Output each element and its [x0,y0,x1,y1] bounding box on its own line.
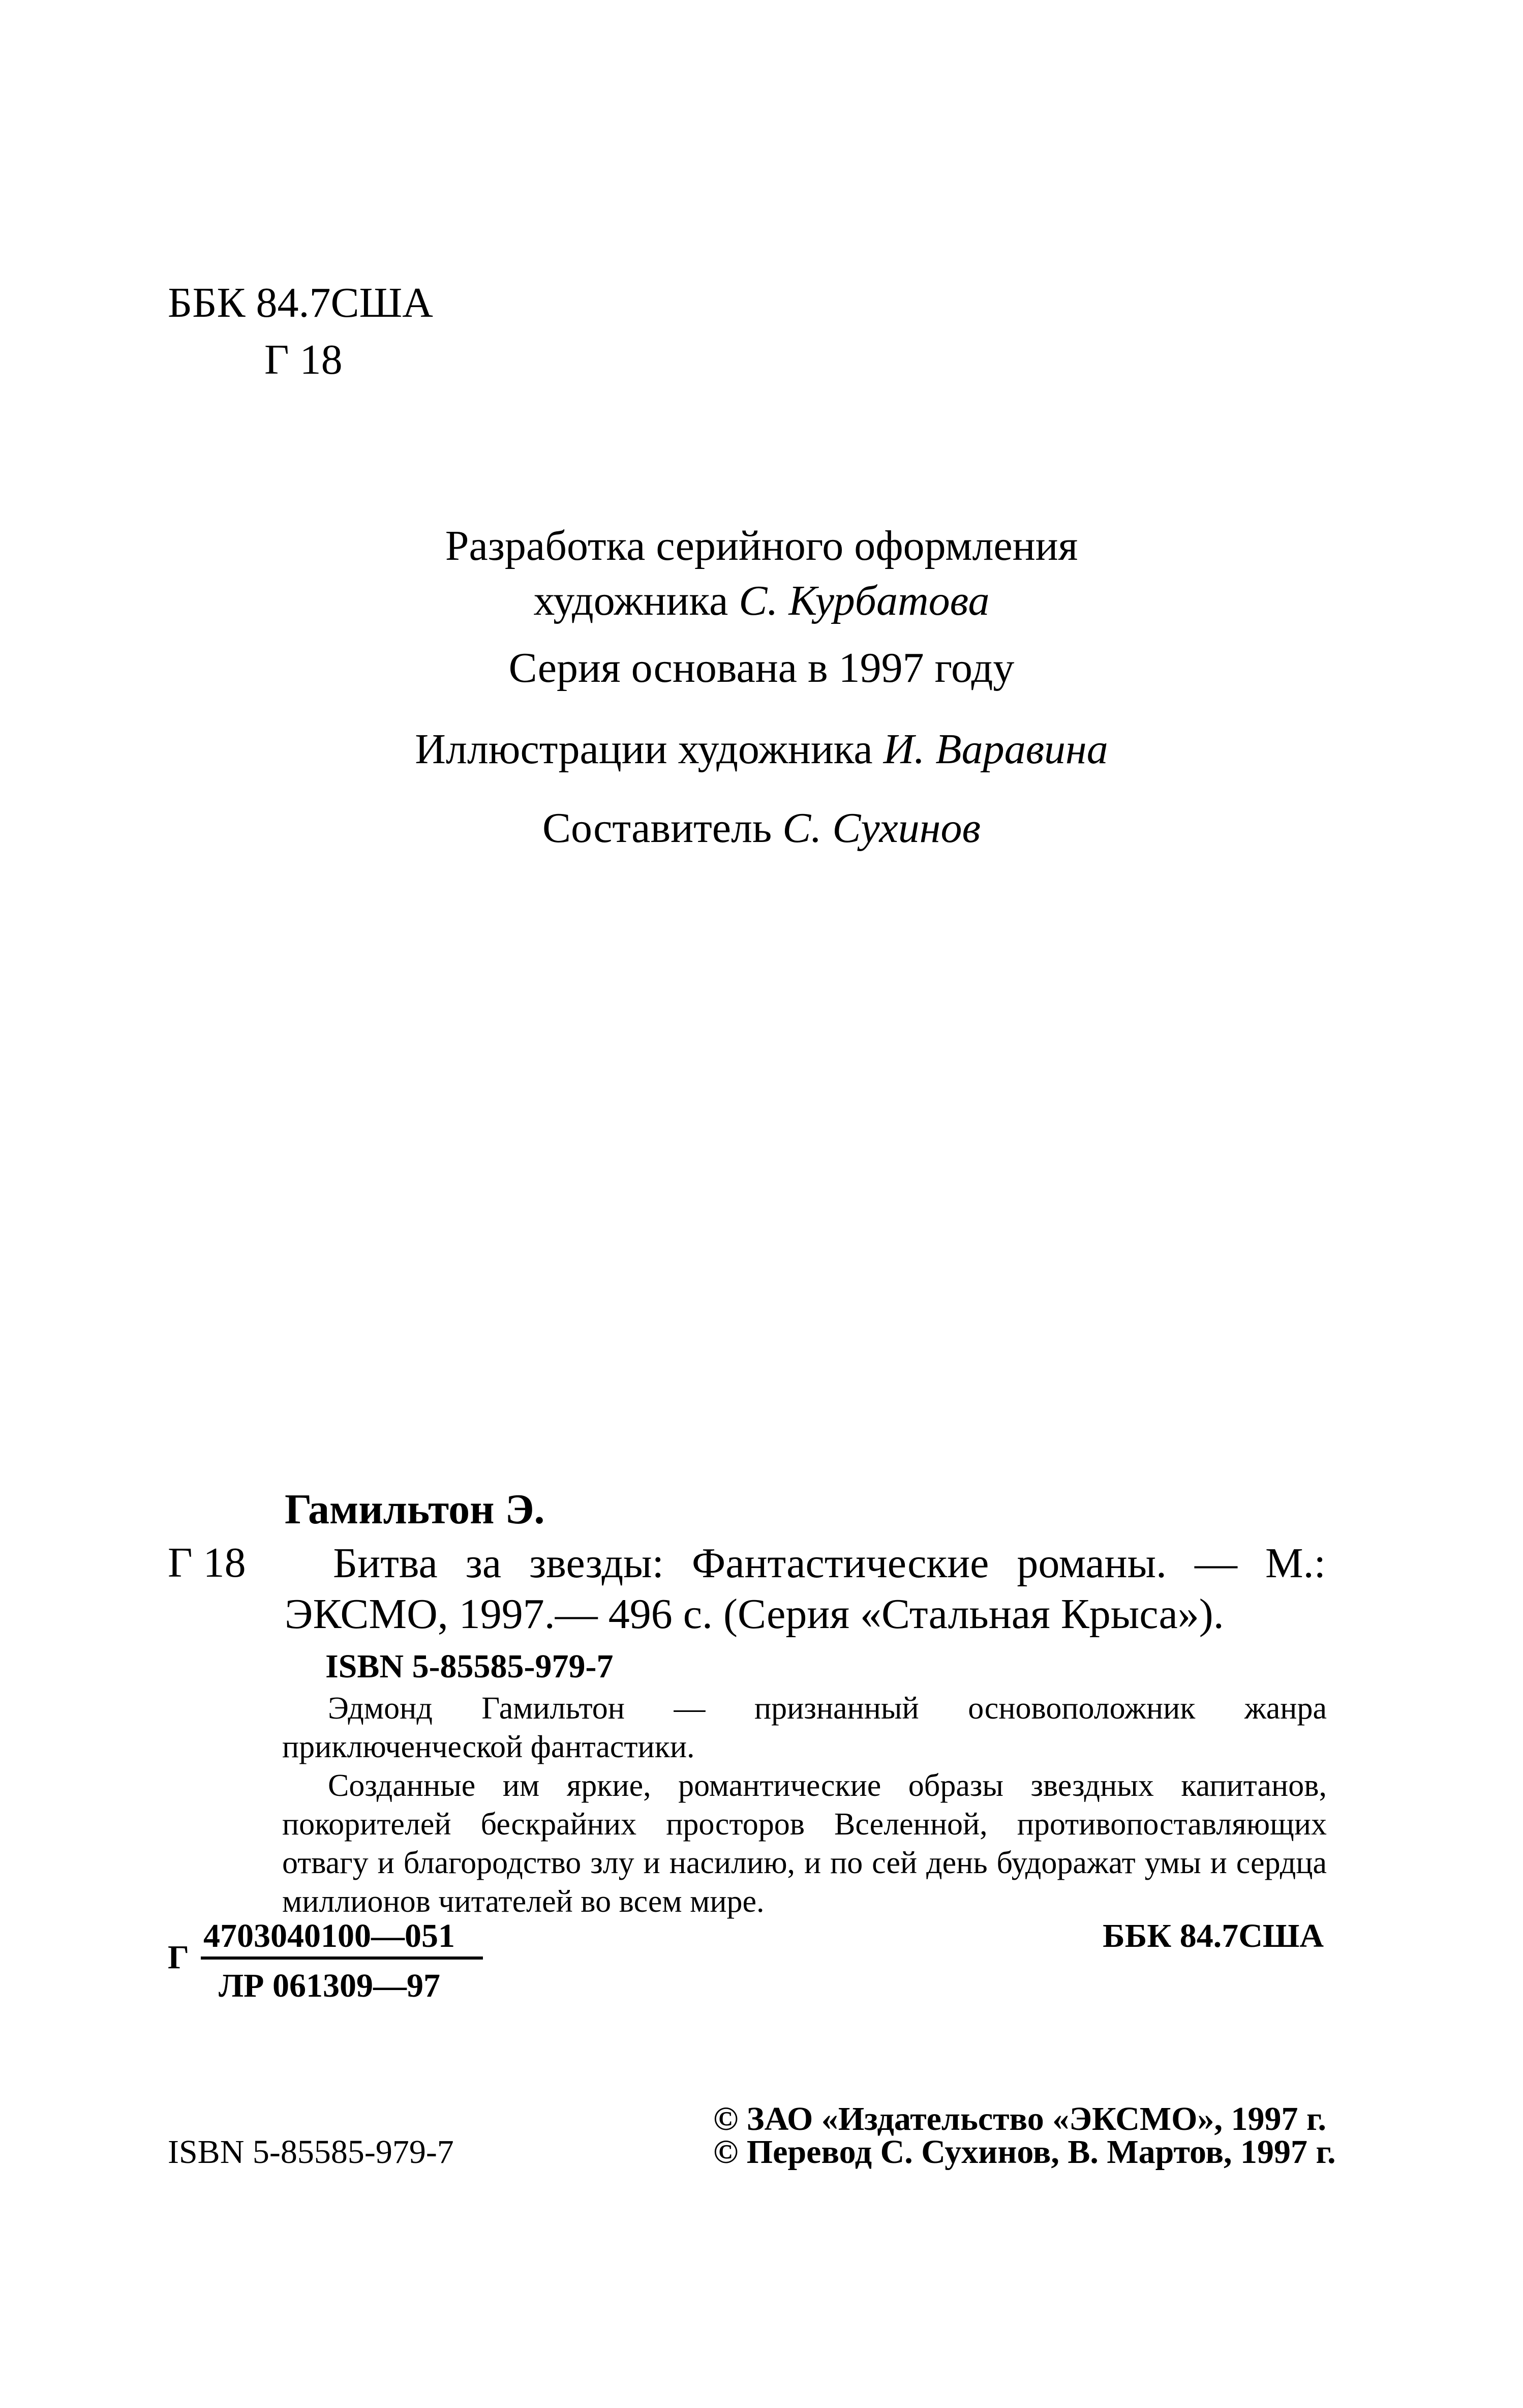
card-isbn: ISBN 5-85585-979-7 [325,1648,614,1685]
card-annotation [282,1689,1327,1921]
series-founded-line: Серия основана в 1997 году [508,644,1015,691]
index-numerator: 4703040100—051 [203,1917,455,1954]
bbk-classification [168,275,433,388]
compiler-role: Составитель [542,804,772,852]
designer-role: художника [533,577,728,624]
card-cutter-code: Г 18 [168,1539,246,1586]
bbk-code: ББК 84.7США [168,279,433,326]
index-denominator: ЛР 061309—97 [219,1967,440,2004]
compiler-credit [0,801,1523,856]
card-title-line-2: ЭКСМО, 1997.— 496 с. (Серия «Стальная Крыса»). [285,1590,1224,1638]
series-designer-line [0,574,1523,628]
card-bbk-code: ББК 84.7США [1103,1917,1324,1954]
card-author: Гамильтон Э. [285,1486,545,1533]
annotation-paragraph-2: Созданные им яркие, романтические образы звездных капитанов, покорителей бескрайних просторов Вселенной, противопоставляющих отвагу и благородство злу и насилию, и по сей день будоражат умы и сердца миллионов читателей во всем мире. [282,1768,1327,1919]
card-title-line-1: Битва за звезды: Фантастические романы. — М.: [333,1540,1326,1587]
card-bibliographic-description [285,1538,1326,1640]
series-design-line: Разработка серийного оформления [445,522,1078,569]
designer-name: С. Курбатова [739,577,990,624]
index-letter: Г [168,1939,189,1976]
series-design-credit [0,519,1523,628]
index-fraction-rule [201,1956,483,1960]
illustrator-name: И. Варавина [883,726,1108,773]
annotation-paragraph-1: Эдмонд Гамильтон — признанный основоположник жанра приключенческой фантастики. [282,1691,1327,1764]
copyright-publisher: © ЗАО «Издательство «ЭКСМО», 1997 г. [713,2100,1327,2138]
illustrator-role: Иллюстрации художника [415,726,873,773]
cutter-code: Г 18 [264,336,343,383]
compiler-name: С. Сухинов [782,804,981,852]
illustrations-credit [0,722,1523,777]
footer-isbn: ISBN 5-85585-979-7 [168,2133,454,2171]
copyright-translation: © Перевод С. Сухинов, В. Мартов, 1997 г. [713,2133,1336,2171]
